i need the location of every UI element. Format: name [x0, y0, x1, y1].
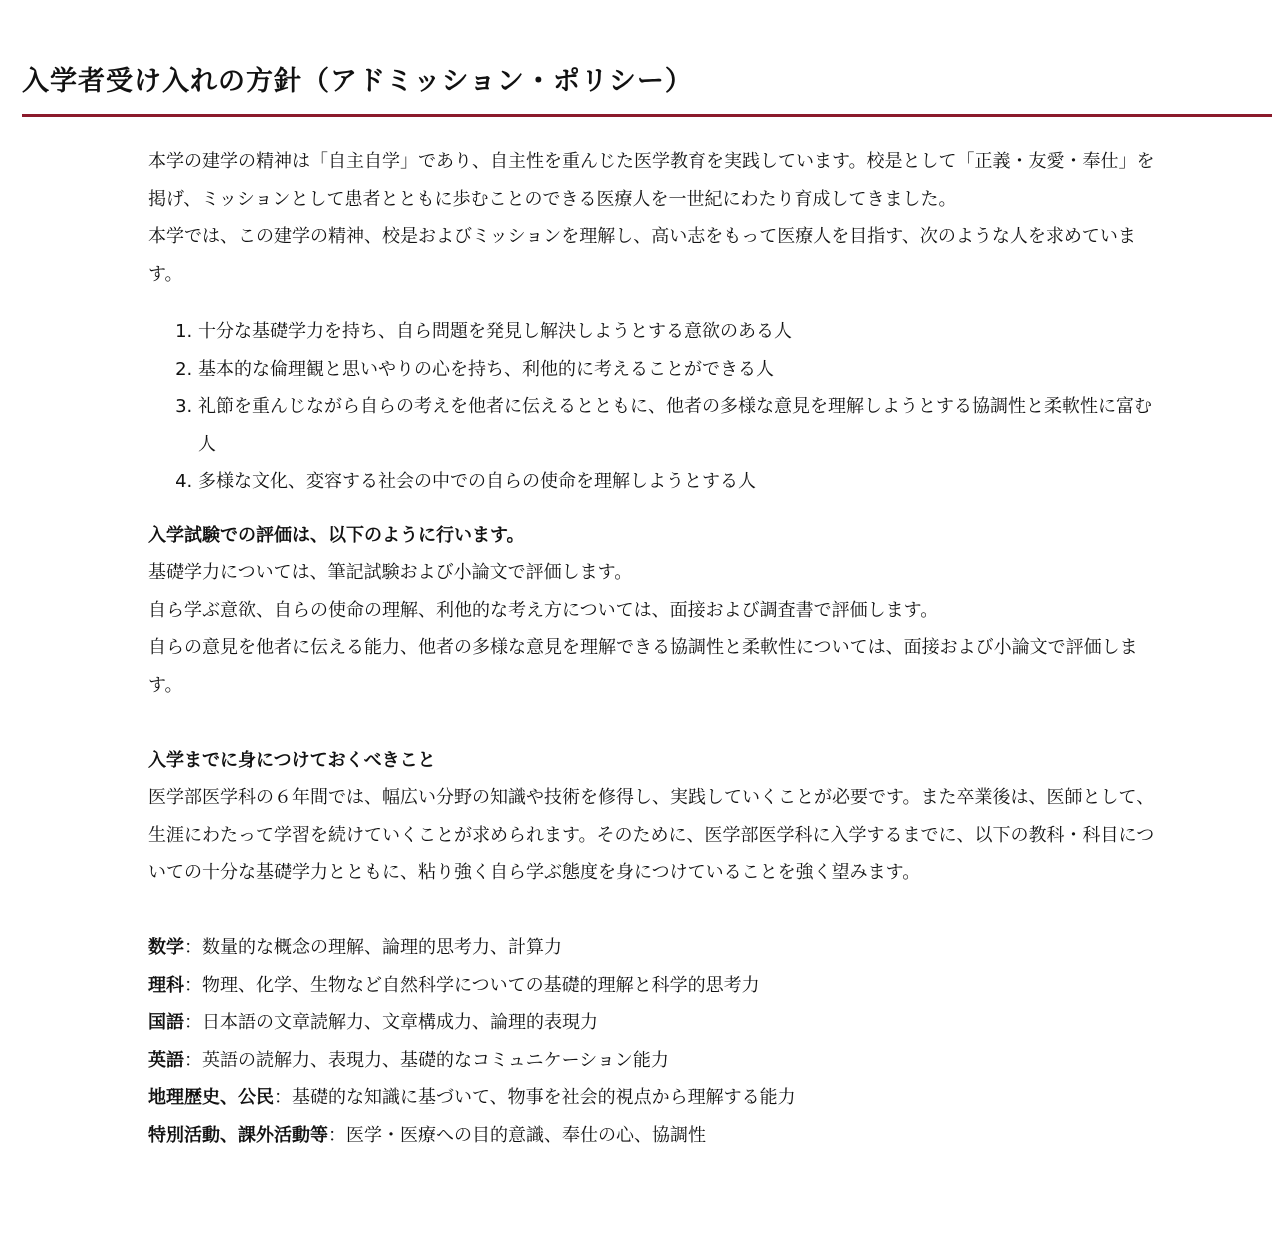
evaluation-line: 自ら学ぶ意欲、自らの使命の理解、利他的な考え方については、面接および調査書で評価します。 — [148, 599, 939, 621]
subject-item — [148, 1117, 1158, 1155]
list-item: 2. 基本的な倫理観と思いやりの心を持ち、利他的に考えることができる人 — [198, 351, 1158, 389]
subject-item — [148, 1079, 1158, 1117]
subject-description: ：医学・医療への目的意識、奉仕の心、協調性 — [328, 1124, 706, 1146]
spacer — [148, 293, 1158, 313]
subject-name: 国語 — [148, 1012, 184, 1033]
subject-name: 数学 — [148, 937, 184, 958]
title-divider — [22, 114, 1272, 117]
subject-description: ：基礎的な知識に基づいて、物事を社会的視点から理解する能力 — [274, 1087, 796, 1108]
qualities-list — [148, 313, 1158, 501]
evaluation-heading: 入学試験での評価は、以下のように行います。 — [148, 524, 525, 546]
subject-item — [148, 929, 1158, 967]
subject-item — [148, 1004, 1158, 1042]
spacer — [148, 501, 1158, 517]
list-item: 1. 十分な基礎学力を持ち、自ら問題を発見し解決しようとする意欲のある人 — [198, 313, 1158, 351]
evaluation-line: 基礎学力については、筆記試験および小論文で評価します。 — [148, 562, 633, 583]
subject-description: ：物理、化学、生物など自然科学についての基礎的理解と科学的思考力 — [184, 974, 760, 996]
policy-content — [148, 143, 1158, 1154]
subject-name: 特別活動、課外活動等 — [148, 1124, 328, 1146]
subject-item — [148, 1042, 1158, 1080]
evaluation-line: 自らの意見を他者に伝える能力、他者の多様な意見を理解できる協調性と柔軟性については、面接および小論文で評価します。 — [148, 637, 1138, 696]
intro-paragraph-1: 本学の建学の精神は「自主自学」であり、自主性を重んじた医学教育を実践しています。校是として「正義・友愛・奉仕」を掲げ、ミッションとして患者とともに歩むことのできる医療人を一世紀にわたり育成してきました。 — [148, 151, 1155, 210]
subject-name: 地理歴史、公民 — [148, 1087, 274, 1108]
spacer — [148, 704, 1158, 742]
intro-paragraph-2: 本学では、この建学の精神、校是およびミッションを理解し、高い志をもって医療人を目指す、次のような人を求めています。 — [148, 226, 1136, 285]
page-title: 入学者受け入れの方針（アドミッション・ポリシー） — [22, 66, 693, 97]
subject-description: ：日本語の文章読解力、文章構成力、論理的表現力 — [184, 1012, 598, 1033]
spacer — [148, 892, 1158, 930]
preparation-paragraph: 医学部医学科の６年間では、幅広い分野の知識や技術を修得し、実践していくことが必要です。また卒業後は、医師として、生涯にわたって学習を続けていくことが求められます。そのために、医学部医学科に入学するまでに、以下の教科・科目についての十分な基礎学力とともに、粘り強く自ら学ぶ態度を身につけていることを強く望みます。 — [148, 787, 1155, 883]
preparation-heading: 入学までに身につけておくべきこと — [148, 749, 436, 771]
subjects-list — [148, 929, 1158, 1154]
subject-description: ：英語の読解力、表現力、基礎的なコミュニケーション能力 — [184, 1049, 669, 1071]
list-item: 4. 多様な文化、変容する社会の中での自らの使命を理解しようとする人 — [198, 463, 1158, 501]
subject-name: 理科 — [148, 974, 184, 996]
subject-description: ：数量的な概念の理解、論理的思考力、計算力 — [184, 937, 562, 958]
subject-name: 英語 — [148, 1049, 184, 1071]
subject-item — [148, 967, 1158, 1005]
list-item: 3. 礼節を重んじながら自らの考えを他者に伝えるとともに、他者の多様な意見を理解しようとする協調性と柔軟性に富む人 — [198, 388, 1158, 463]
